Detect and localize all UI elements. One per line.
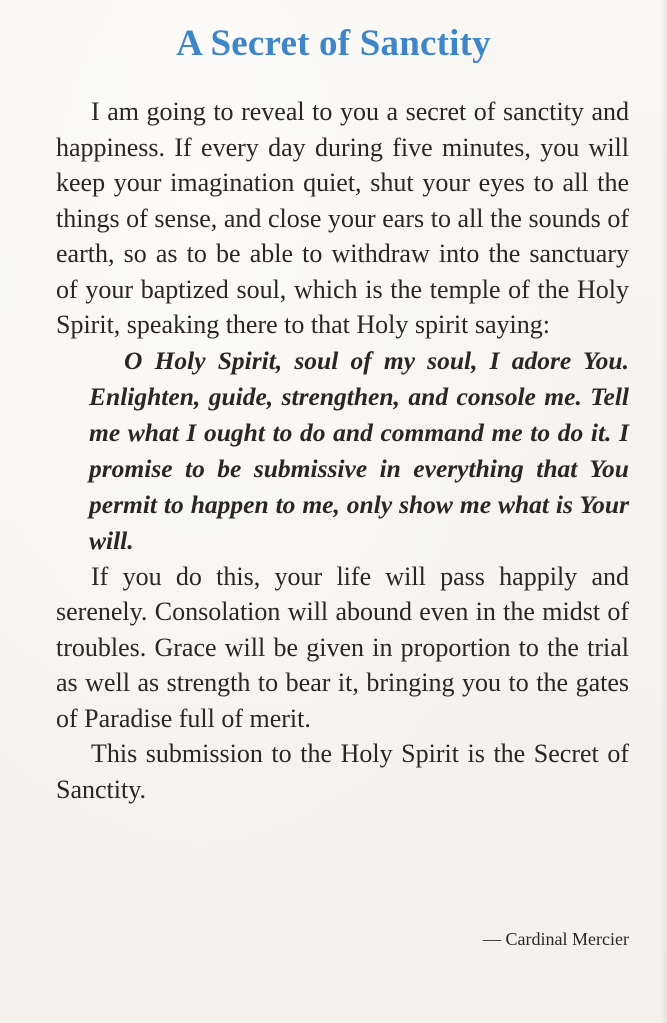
conclusion-paragraph: This submission to the Holy Spirit is the Secret of Sanctity. [56,739,629,804]
prayer-text: O Holy Spirit, soul of my soul, I adore You. Enlighten, guide, strengthen, and console me. Tell me what I ought to do and command me to do it. I promise to be submissive in everything that You permit to happen to me, only show me what is Your will. [89,345,629,555]
document-body [56,94,629,807]
page-title: A Secret of Sanctity [176,23,491,64]
result-paragraph: If you do this, your life will pass happily and serenely. Consolation will abound even in the midst of troubles. Grace will be given in proportion to the trial as well as strength to bear it, bringing you to the gates of Paradise full of merit. [56,561,629,733]
intro-paragraph: I am going to reveal to you a secret of sanctity and happiness. If every day during five minutes, you will keep your imagination quiet, shut your eyes to all the things of sense, and close your ears to all the sounds of earth, so as to be able to withdraw into the sanctuary of your baptized soul, which is the temple of the Holy Spirit, speaking there to that Holy spirit saying: [56,97,629,339]
attribution: — Cardinal Mercier [483,929,629,949]
